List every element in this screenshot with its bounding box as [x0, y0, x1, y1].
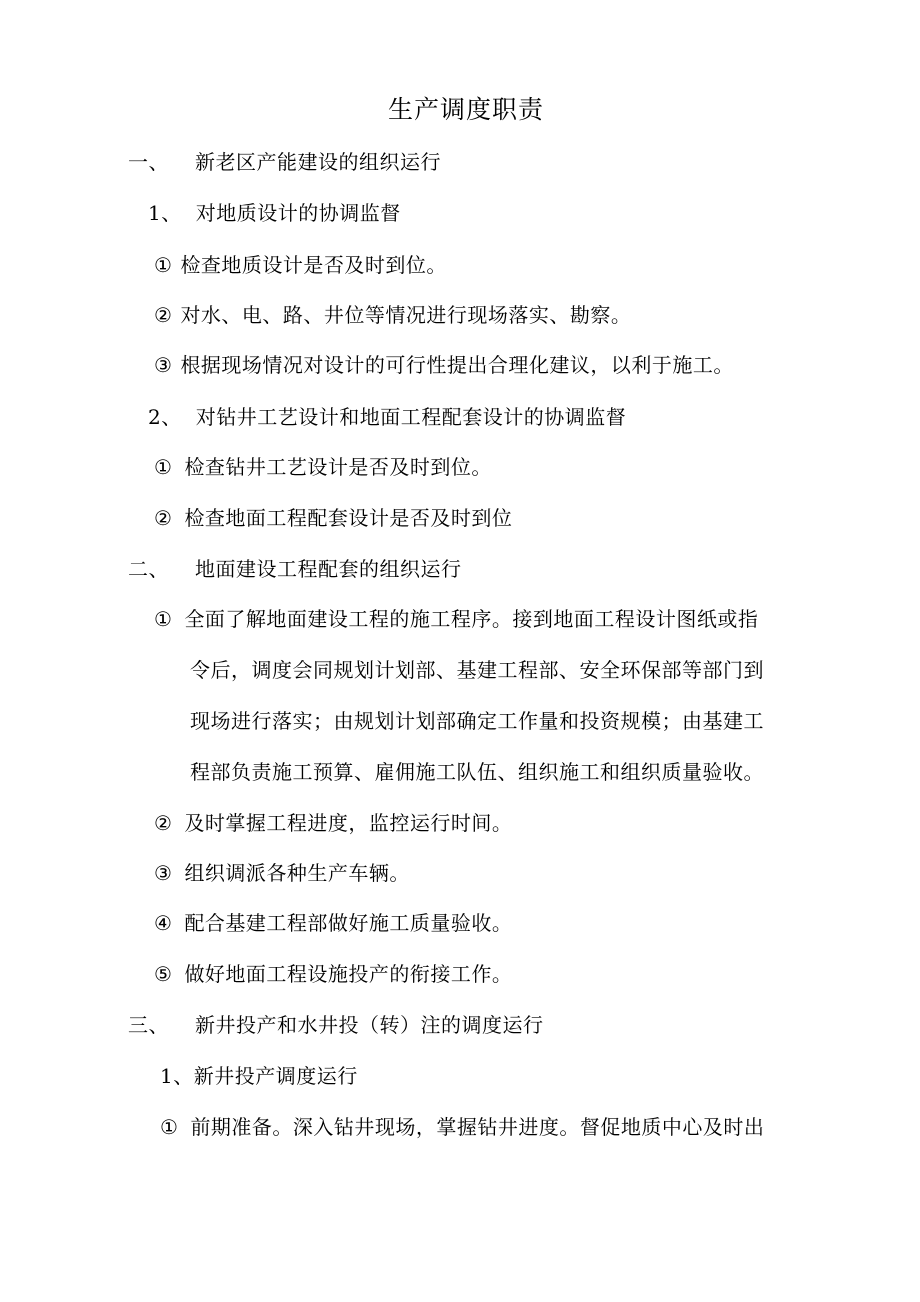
item-marker: ③	[154, 353, 173, 377]
list-item	[154, 859, 410, 887]
item-text: 组织调派各种生产车辆。	[184, 861, 410, 885]
item-text: 对水、电、路、井位等情况进行现场落实、勘察。	[180, 303, 632, 327]
item-text: 根据现场情况对设计的可行性提出合理化建议，以利于施工。	[180, 353, 734, 377]
item-text: 做好地面工程设施投产的衔接工作。	[184, 962, 513, 986]
section-heading-text: 新井投产和水井投（转）注的调度运行	[195, 1013, 544, 1037]
section-heading-text: 地面建设工程配套的组织运行	[195, 557, 462, 581]
item-marker: ①	[154, 455, 173, 479]
list-item	[154, 960, 512, 988]
subsection-marker: 1、	[160, 1064, 194, 1088]
section-heading-1	[128, 148, 441, 176]
list-item	[154, 301, 631, 329]
list-item	[154, 909, 512, 937]
section-heading-3	[128, 1011, 544, 1039]
item-marker: ②	[154, 506, 173, 530]
section-heading-2	[128, 555, 462, 583]
item-marker: ①	[154, 253, 173, 277]
item-continuation: 程部负责施工预算、雇佣施工队伍、组织施工和组织质量验收。	[190, 760, 764, 784]
page-title: 生产调度职责	[387, 95, 544, 124]
list-item	[154, 453, 492, 481]
subsection-marker: 2、	[148, 405, 182, 429]
list-item	[154, 504, 512, 532]
list-item	[154, 251, 447, 279]
item-text: 及时掌握工程进度，监控运行时间。	[184, 811, 513, 835]
list-item	[160, 1113, 764, 1141]
section-marker: 三、	[128, 1013, 169, 1037]
list-item	[154, 605, 758, 633]
item-continuation: 现场进行落实；由规划计划部确定工作量和投资规模；由基建工	[190, 709, 764, 733]
item-text: 配合基建工程部做好施工质量验收。	[184, 911, 513, 935]
item-continuation: 令后，调度会同规划计划部、基建工程部、安全环保部等部门到	[190, 658, 764, 682]
subsection-heading-3-1	[160, 1062, 358, 1090]
item-marker: ④	[154, 911, 173, 935]
subsection-heading-text: 新井投产调度运行	[193, 1064, 358, 1088]
list-item	[154, 809, 512, 837]
list-item	[154, 351, 734, 379]
item-text: 检查地质设计是否及时到位。	[180, 253, 447, 277]
item-text-line: 全面了解地面建设工程的施工程序。接到地面工程设计图纸或指	[184, 607, 759, 631]
item-marker: ①	[154, 607, 173, 631]
subsection-heading-text: 对地质设计的协调监督	[195, 201, 401, 225]
item-marker: ②	[154, 811, 173, 835]
section-marker: 一、	[128, 150, 169, 174]
item-text: 检查钻井工艺设计是否及时到位。	[184, 455, 492, 479]
item-marker: ③	[154, 861, 173, 885]
subsection-heading-text: 对钻井工艺设计和地面工程配套设计的协调监督	[195, 405, 627, 429]
subsection-heading-1-2	[148, 403, 626, 431]
item-text: 检查地面工程配套设计是否及时到位	[184, 506, 513, 530]
subsection-marker: 1、	[148, 201, 182, 225]
item-marker: ②	[154, 303, 173, 327]
section-marker: 二、	[128, 557, 169, 581]
section-heading-text: 新老区产能建设的组织运行	[195, 150, 441, 174]
item-marker: ⑤	[154, 962, 173, 986]
subsection-heading-1-1	[148, 199, 401, 227]
item-marker: ①	[160, 1115, 179, 1139]
item-text: 前期准备。深入钻井现场，掌握钻井进度。督促地质中心及时出	[190, 1115, 765, 1139]
